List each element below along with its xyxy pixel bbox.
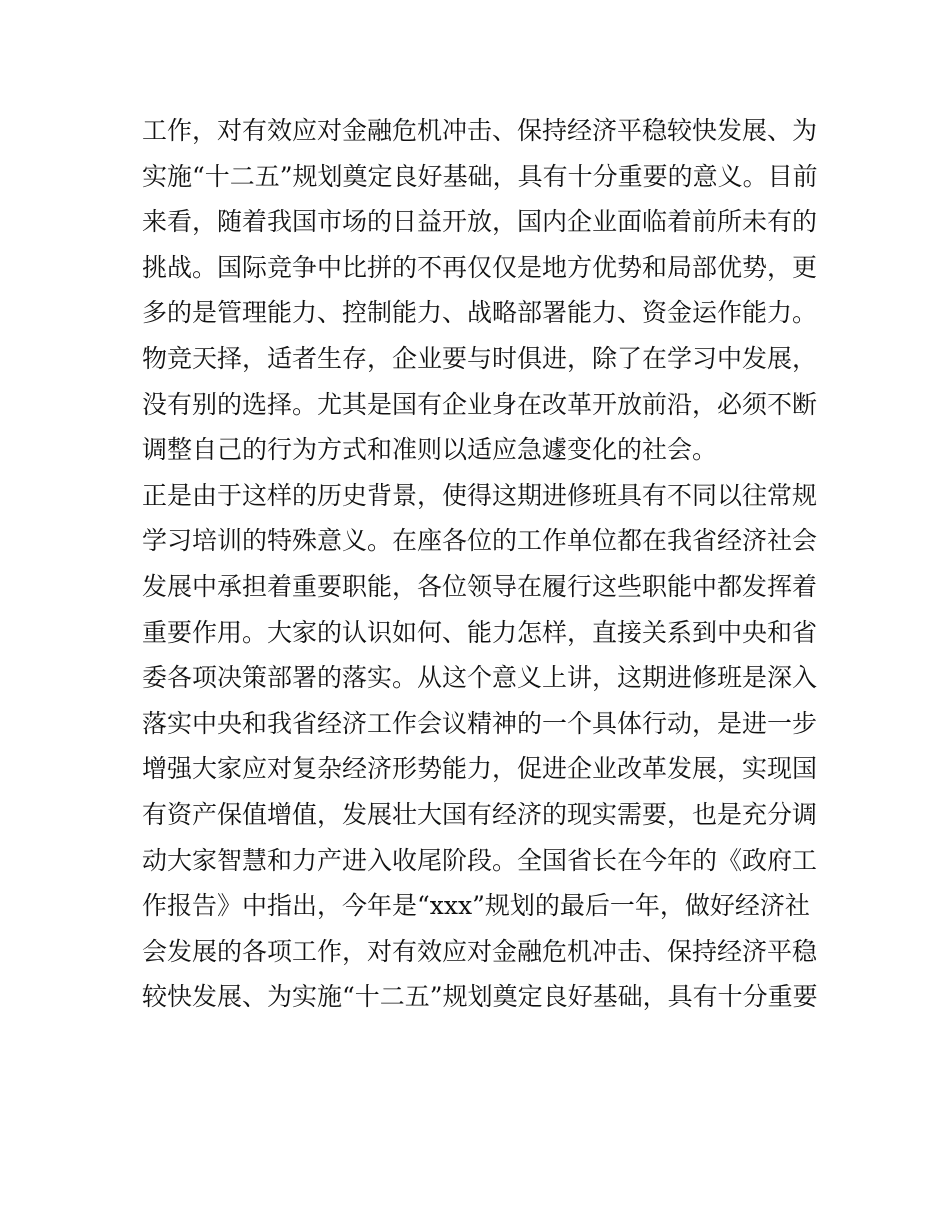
text-line: 物竞天择，适者生存，企业要与时俱进，除了在学习中发展， bbox=[142, 343, 818, 373]
text-line: 来看，随着我国市场的日益开放，国内企业面临着前所未有的 bbox=[142, 207, 818, 237]
text-line: 发展中承担着重要职能，各位领导在履行这些职能中都发挥着 bbox=[142, 571, 818, 601]
text-line: 没有别的选择。尤其是国有企业身在改革开放前沿，必须不断 bbox=[142, 389, 818, 419]
text-line: 学习培训的特殊意义。在座各位的工作单位都在我省经济社会 bbox=[142, 526, 818, 556]
text-line: 工作，对有效应对金融危机冲击、保持经济平稳较快发展、为 bbox=[142, 116, 818, 145]
text-line: 正是由于这样的历史背景，使得这期进修班具有不同以往常规 bbox=[142, 480, 818, 510]
text-line: 较快发展、为实施“十二五”规划奠定良好基础，具有十分重要 bbox=[142, 982, 818, 1012]
text-line: 增强大家应对复杂经济形势能力，促进企业改革发展，实现国 bbox=[142, 754, 818, 784]
text-line: 多的是管理能力、控制能力、战略部署能力、资金运作能力。 bbox=[142, 298, 818, 328]
text-line: 挑战。国际竞争中比拼的不再仅仅是地方优势和局部优势，更 bbox=[142, 252, 818, 282]
text-line: 落实中央和我省经济工作会议精神的一个具体行动，是进一步 bbox=[142, 708, 818, 738]
text-line: 实施“十二五”规划奠定良好基础，具有十分重要的意义。目前 bbox=[142, 161, 818, 191]
text-line: 委各项决策部署的落实。从这个意义上讲，这期进修班是深入 bbox=[142, 663, 818, 693]
text-line: 调整自己的行为方式和准则以适应急遽变化的社会。 bbox=[142, 435, 718, 465]
text-line: 作报告》中指出，今年是“xxx”规划的最后一年，做好经济社 bbox=[142, 891, 810, 921]
body-text bbox=[142, 108, 822, 1020]
text-line: 会发展的各项工作，对有效应对金融危机冲击、保持经济平稳 bbox=[142, 936, 818, 966]
text-line: 动大家智慧和力产进入收尾阶段。全国省长在今年的《政府工 bbox=[142, 845, 818, 875]
text-line: 重要作用。大家的认识如何、能力怎样，直接关系到中央和省 bbox=[142, 617, 818, 647]
text-line: 有资产保值增值，发展壮大国有经济的现实需要，也是充分调 bbox=[142, 799, 818, 829]
